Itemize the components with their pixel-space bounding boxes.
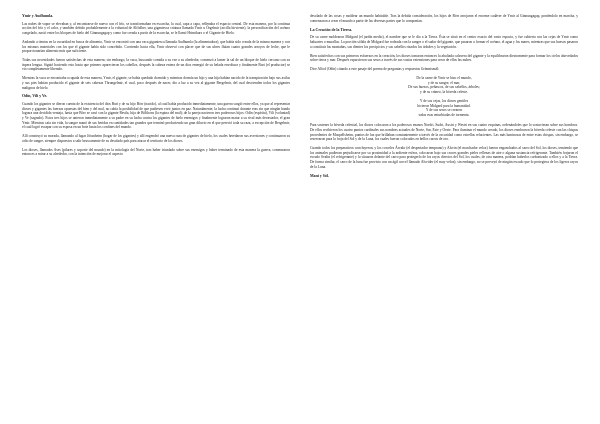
poem-line: hicieron Midgard para la humanidad. [417,103,471,108]
paragraph: Para sostener la bóveda celestial, los dioses colocaron a los poderosos enanos Nordri, Sudri, Austri y Westri en sus cuatro esquinas, ordenándoles que lo sostuvieran sobre sus hombros. De ellos recibieron los cuatro puntos cardinales sus nombres actuales de Norte, Sur, Este y Oeste. Para iluminar el mundo creado, los dioses esmbraron la bóveda celeste con las chispas procedentes de Muspellsheim, puntos de luz que brillaban constantemente a través de la oscuridad como estrellas relucientes. Las más luminosas de entre estas chispas, sin embargo, se reservaron para la forja del Sol y de la Luna, los cuales fueron colocados en bellos carros de oro. [310,123,578,142]
poem-line: De la carne de Ymir se hizo el mundo, [416,76,472,81]
section-heading: Odín, Vili y Ve. [22,94,48,99]
poem-line: De sus huesos, peñascos, de sus cabellos, árboles; [408,85,480,90]
right-column [310,14,578,416]
paragraph: Andando a tientas en la oscuridad en busca de alimento, Ymir se encontró con una vaca gigantesca llamada Audhumla (la alimentadora), que había sido creada de la misma manera y con los mismos materiales con los que el gigante había sido concebido. Corriendo hacia ella, Ymir observó con placer que de sus ubres fluían cuatro grandes arroyos de leche, que le proporcionarían alimento más que suficiente. [22,39,290,54]
paragraph: Dice Alfod (Odín) citando a este pasaje del poema de preguntas y respuestas Grímnismál: [310,67,440,72]
left-column [22,14,290,416]
paragraph: Mientras la vaca se encontraba ocupada de esta manera, Ymir, el gigante, se había quedado dormido y mientras dormía un hijo y una hija habían nacido de la transpiración bajo sus axilas y sus pies habían producido el gigante de seis cabezas Thrungelmir, el cual, poco después de nacer, dio a luz a su vez al gigante Bergelmir, del cual descienden todos los gigantes malignos de hielo. [22,76,290,90]
paragraph: Las nubes de vapor se elevaban y, al encontrarse de nuevo con el frío, se transformaban en escarcha, la cual, capa a capa, rellenaba el espacio central. De esta manera, por la continua acción del frío y el calor, y también debido probablemente a la voluntad de Alfödher, una gigantesca criatura llamada Ymir u Örgelmir (arcilla hirviente), la personificación del océano congelado, nació entre los bloques de hielo del Ginnungagap y como fue creada a partir de la escarcha, se le llamó Hrimthurs o el Gigante de Hielo. [22,21,290,35]
paragraph: Cuando todos los preparativos concluyeron, y los corceles Árvakr (el despertador temprano) y Alsvin (el marchador veloz) fueron enganchados al carro del Sol, los dioses, temiendo que los animales pudieran perjudicarse por su proximidad a la ardiente esfera, colocaron bajo sus cruces grandes pieles rellenas de aire o alguna sustancia refrigerante. También forjaron el escudo Svalin (el refrigerante) y lo situaron delante del carro para protegerlo de los rayos directos del Sol, los cuales, de otra manera, podrían haberlos carbonizado a ellos y a la Tierra. De forma similar, el carro de la luna fue provisto con un ágil corcel llamado Alsvider (el muy veloz); sin embargo, no se proveyó de ningún escudo que lo protegiera de los ligeros rayos de la Luna. [310,146,578,169]
paragraph: Cuando los gigantes se dieron cuenta de la existencia del dios Buri y de su hijo Börr (nacido), al cual había producido inmediatamente, una guerra surgió entre ellos, ya que al representar dioses y gigantes las fuerzas opuestas del bien y del mal, no cabía la posibilidad de que pudiesen vivir juntos en paz. Naturalmente, la lucha continuó durante eras sin que ningún bando lograra una decidida ventaja, hasta que Börr se casó con la gigante Bestla, hija de Bölthorn (la espina del mal); de la pareja nacieron tres poderosos hijos: Odín (espíritu), Vili (voluntad) y Ve (sagrado). Estos tres hijos se unieron inmediatamente a su padre en su lucha contra los gigantes de hielo enemigos y finalmente lograron matar a su rival más devastador, el gran Ymir. Mientras caía sin vida, la sangre manó de sus heridas en cantidades tan grandes que terminó produciendo un gran diluvio en el que pereció toda su raza, a excepción de Bergelmir, el cual logró escapar con su esposa en un bote hasta los confines del mundo. [22,102,290,130]
section-heading: Ymir y Audhumla. [22,14,54,18]
section-heading: La Creación de la Tierra. [310,27,353,32]
poem-line: Y de sus cejas, los dioses gentiles [419,99,469,104]
paragraph: Bien satisfechos con sus primeros esfuerzos en la creación, los dioses tomaron entonces la abultada calavera del gigante y la equilibraron diestramente para formar los cielos abovedados sobre tierra y mar. Después esparcieron sus sesos a través de sus vastas extensiones para crear de ellos las nubes. [310,53,578,63]
poem-line: y de su cráneo, la bóveda celeste. [420,89,468,94]
paragraph: Los dioses, llamados Ases (pilares y soporte del mundo) en la mitología del Norte, tras haber triunfado sobre sus enemigos y haber terminado de esta manera la guerra, comenzaron entonces a mirar a su alrededor, con la intención de mejorar el aspecto [22,147,290,157]
paragraph: Allí construyó su morada, llamando al lugar Jötunheim (hogar de los gigantes) y allí engendró una nueva raza de gigantes de hielo, los cuales heredaron sus aversiones y continuaron su odio de sangre, siempre dispuestos a salir bruscamente de su desolado país para atacar el territorio de los dioses. [22,134,290,143]
paragraph: De su carne moldearon Midgard (el jardín medio), el nombre que se le dio a la Tierra. Ésta se situó en el centro exacto del vasto espacio, y fue cubierta con las cejas de Ymir como baluartes o murallas. La porción sólida de Midgard fue rodeada con la sangre o el sudor del gigante, que pasaron a formar el océano, el agua y los mares, mientras que sus huesos pasaron a constituir las montañas, sus dientes los precipicios y sus cabellos rizados los árboles y la vegetación. [310,35,578,49]
poem-line: todas esas enturbiadas de tormenta. [418,112,470,117]
poem-line: Y de sus sesos se crearon [425,108,463,113]
poem-line: y de su sangre, el mar, [427,80,461,85]
paragraph: desolado de las cosas y moldear un mundo habitable. Tras la debida consideración, los hijos de Börr arrojaron el enorme cadáver de Ymir al Ginnungagap, poniéndolo en marcha, y comenzaron a crear el mundo a partir de las diversas partes que lo componían. [310,14,578,23]
poem-quote [310,76,578,117]
paragraph: Todas sus necesidades fueron satisfechas de esta manera; sin embargo, la vaca, buscando comida a su vez a su alrededor, comenzó a lamer la sal de un bloque de hielo cercano con su áspera lengua. Siguió haciendo esto hasta que primero aparecieron los cabellos, después la cabeza entera de un dios emergió de su helada envoltura y finalmente Buri (el productor) se vio completamente liberado. [22,58,290,72]
section-heading: Maní y Sól. [310,173,329,178]
